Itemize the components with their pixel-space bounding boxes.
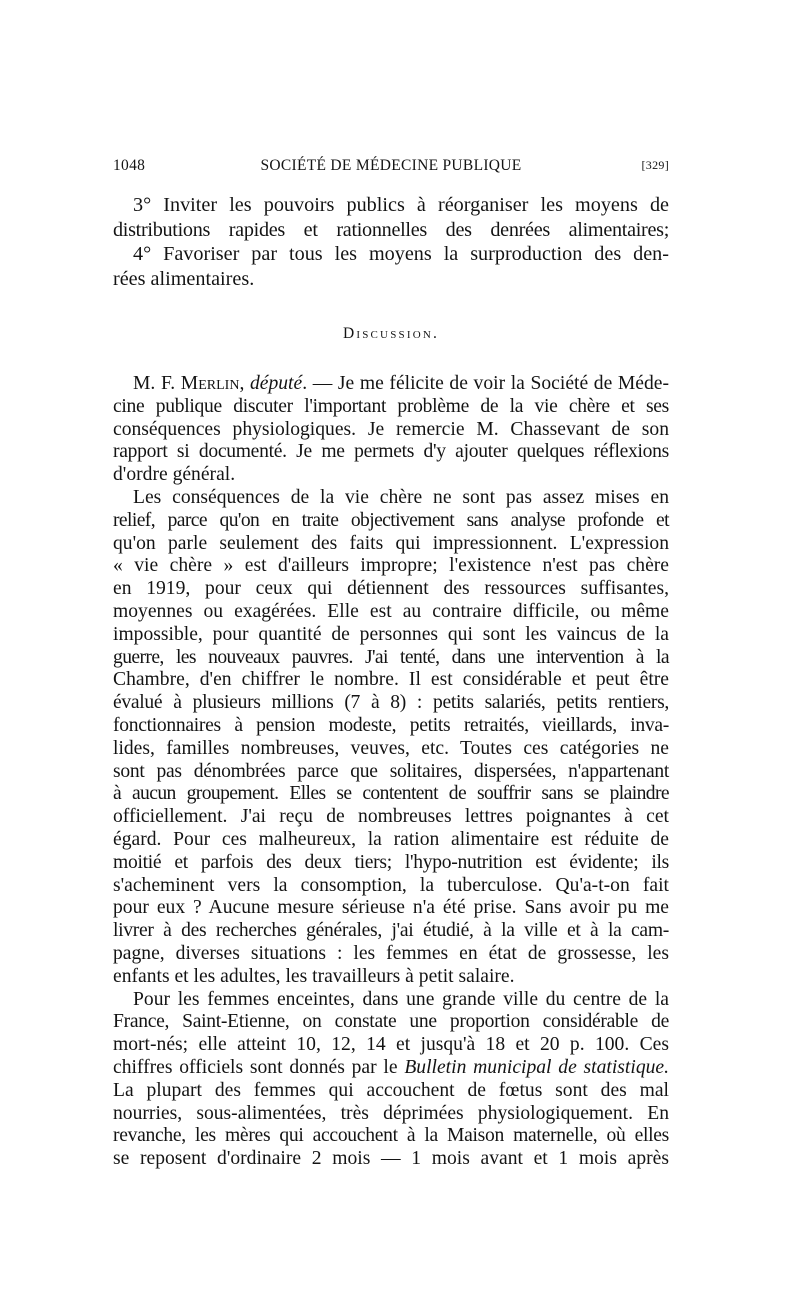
text-line: guerre, les nouveaux pauvres. J'ai tenté, dans une intervention à la bbox=[113, 646, 669, 668]
text-line: France, Saint-Etienne, on constate une proportion considérable de bbox=[113, 1011, 669, 1033]
text-line: mort-nés; elle atteint 10, 12, 14 et jusqu'à 18 et 20 p. 100. Ces bbox=[113, 1034, 669, 1056]
bulletin-title: Bulletin municipal de statistique. bbox=[404, 1056, 670, 1078]
running-header bbox=[113, 157, 669, 179]
text-line: en 1919, pour ceux qui détiennent des ressources suffisantes, bbox=[113, 578, 669, 600]
discussion-body bbox=[113, 373, 669, 1171]
text-line: livrer à des recherches générales, j'ai étudié, à la ville et à la cam- bbox=[113, 920, 669, 942]
text-line: évalué à plusieurs millions (7 à 8) : petits salariés, petits rentiers, bbox=[113, 692, 669, 714]
text-line: fonctionnaires à pension modeste, petits retraités, vieillards, inva- bbox=[113, 714, 669, 736]
text-line: lides, familles nombreuses, veuves, etc. Toutes ces catégories ne bbox=[113, 737, 669, 759]
speaker-line: M. F. Merlin, député. — Je me félicite de voir la Société de Méde- bbox=[133, 373, 670, 394]
speaker-role: député bbox=[249, 373, 303, 394]
speaker-name: Merlin bbox=[180, 373, 240, 394]
resolutions-list bbox=[113, 193, 669, 291]
text-line: moyennes ou exagérées. Elle est au contraire difficile, ou même bbox=[113, 600, 669, 622]
resolution-line: rées alimentaires. bbox=[113, 267, 255, 290]
text-line: relief, parce qu'on en traite objectivement sans analyse profonde et bbox=[113, 509, 669, 531]
page-reference: [329] bbox=[641, 158, 669, 172]
text-line: enfants et les adultes, les travailleurs à petit salaire. bbox=[113, 965, 515, 987]
text-line: pour eux ? Aucune mesure sérieuse n'a été prise. Sans avoir pu me bbox=[113, 897, 669, 919]
resolution-line: 4° Favoriser par tous les moyens la surproduction des den- bbox=[133, 243, 669, 265]
text-line: cine publique discuter l'important problème de la vie chère et ses bbox=[113, 395, 669, 417]
text-line: officiellement. J'ai reçu de nombreuses lettres poignantes à cet bbox=[113, 806, 669, 828]
resolution-line: distributions rapides et rationnelles des denrées alimentaires; bbox=[113, 218, 669, 241]
resolution-line: 3° Inviter les pouvoirs publics à réorganiser les moyens de bbox=[133, 194, 669, 216]
text-line: s'acheminent vers la consomption, la tuberculose. Qu'a-t-on fait bbox=[113, 874, 669, 896]
text-line: Pour les femmes enceintes, dans une grande ville du centre de la bbox=[133, 988, 669, 1010]
text-line: Les conséquences de la vie chère ne sont pas assez mises en bbox=[133, 486, 669, 508]
text-line: rapport si documenté. Je me permets d'y ajouter quelques réflexions bbox=[113, 441, 669, 463]
text-line: revanche, les mères qui accouchent à la Maison maternelle, où elles bbox=[113, 1125, 669, 1147]
text-line: moitié et parfois des deux tiers; l'hypo-nutrition est évidente; ils bbox=[113, 851, 669, 873]
text-line: nourries, sous-alimentées, très déprimées physiologiquement. En bbox=[113, 1102, 669, 1124]
text-line: se reposent d'ordinaire 2 mois — 1 mois avant et 1 mois après bbox=[113, 1148, 669, 1170]
text-line: à aucun groupement. Elles se contentent de souffrir sans se plaindre bbox=[113, 783, 669, 805]
page-number: 1048 bbox=[113, 157, 146, 174]
text-line: « vie chère » est d'ailleurs impropre; l'existence n'est pas chère bbox=[113, 555, 669, 577]
discussion-heading: Discussion. bbox=[342, 325, 440, 342]
text-line: d'ordre général. bbox=[113, 464, 236, 486]
text-line: chiffres officiels sont donnés par le Bulletin municipal de statistique. bbox=[113, 1056, 670, 1078]
text-line: La plupart des femmes qui accouchent de fœtus sont des mal bbox=[113, 1079, 669, 1101]
text-line: pagne, diverses situations : les femmes en état de grossesse, les bbox=[113, 942, 669, 964]
text-line: qu'on parle seulement des faits qui impressionnent. L'expression bbox=[113, 532, 669, 554]
text-line: égard. Pour ces malheureux, la ration alimentaire est réduite de bbox=[113, 828, 669, 850]
header-title: SOCIÉTÉ DE MÉDECINE PUBLIQUE bbox=[260, 157, 522, 174]
text-line: Chambre, d'en chiffrer le nombre. Il est considérable et peut être bbox=[113, 669, 669, 691]
text-line: conséquences physiologiques. Je remercie M. Chassevant de son bbox=[113, 418, 669, 440]
text-line: sont pas dénombrées parce que solitaires, dispersées, n'appartenant bbox=[113, 760, 669, 782]
text-line: impossible, pour quantité de personnes qui sont les vaincus de la bbox=[113, 623, 669, 645]
